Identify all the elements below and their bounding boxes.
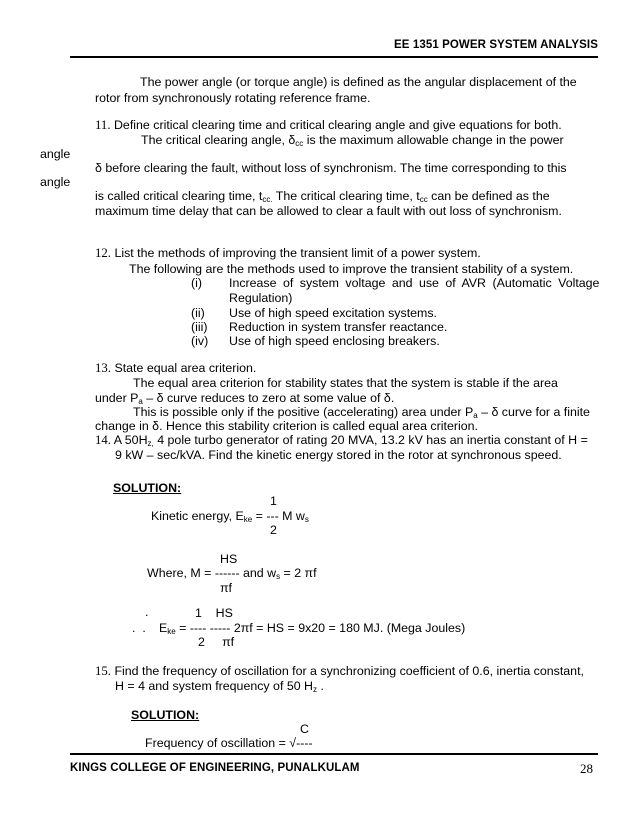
fraction-numerator: 1	[270, 494, 277, 508]
fraction-denominator: 2	[270, 523, 277, 537]
footer-rule	[70, 753, 598, 755]
solution-heading: SOLUTION:	[131, 708, 200, 722]
question-text: List the methods of improving the transient limit of a power system.	[114, 246, 481, 260]
header-rule	[70, 56, 598, 58]
energy-calculation: $E_{ke}$ = ---- ----- 2πf = HS = 9x20 = 180 MJ. (Mega Joules)	[159, 621, 466, 636]
q13-line-1: The equal area criterion for stability states that the system is stable if the area	[133, 376, 558, 390]
q13-line-2: under $P_a$ – δ curve reduces to zero at some value of δ.	[95, 391, 395, 406]
question-number: 14.	[95, 433, 111, 447]
q11-line-2: angle	[40, 147, 71, 161]
question-11	[95, 118, 562, 133]
fraction-numerator: 1 HS	[195, 606, 233, 620]
list-item: Use of high speed excitation systems.	[229, 306, 437, 320]
therefore-dots: . .	[132, 621, 146, 635]
list-item: Reduction in system transfer reactance.	[229, 320, 448, 334]
question-number: 13.	[95, 361, 111, 375]
question-12	[95, 246, 481, 261]
fraction-denominator: 2 πf	[198, 635, 235, 649]
list-marker: (i)	[191, 276, 203, 290]
therefore-dot: .	[145, 605, 149, 619]
list-marker: (iv)	[191, 334, 209, 348]
question-number: 15.	[95, 664, 111, 678]
question-15: 15. Find the frequency of oscillation for a synchronizing coefficient of 0.6, inertia constant,	[95, 664, 584, 678]
intro-line-1: The power angle (or torque angle) is defined as the angular displacement of the	[140, 75, 577, 89]
kinetic-energy-equation: Kinetic energy, $E_{ke}$ = --- M $w_s$	[151, 509, 309, 524]
inertia-equation: Where, M = ------ and $w_s = 2$ πf	[147, 566, 317, 581]
question-13	[95, 361, 256, 376]
question-number: 11.	[95, 118, 111, 132]
list-marker: (iii)	[191, 320, 208, 334]
footer-college: KINGS COLLEGE OF ENGINEERING, PUNALKULAM	[70, 762, 360, 774]
question-text: Define critical clearing time and critical clearing angle and give equations for both.	[113, 118, 562, 132]
q11-line-6: maximum time delay that can be allowed to clear a fault with out loss of synchronism.	[95, 204, 562, 218]
question-14: 14. A $50H_{z,}$ 4 pole turbo generator of rating 20 MVA, 13.2 kV has an inertia constant of H =	[95, 433, 588, 448]
list-item: Use of high speed enclosing breakers.	[229, 334, 440, 348]
q13-line-3: This is possible only if the positive (accelerating) area under $P_a$ – δ curve for a finite	[133, 405, 590, 420]
running-header: EE 1351 POWER SYSTEM ANALYSIS	[394, 39, 598, 51]
q11-line-3: δ before clearing the fault, without loss of synchronism. The time corresponding to this	[95, 161, 567, 175]
frequency-equation: Frequency of oscillation = √----	[145, 736, 313, 750]
q11-line-1: The critical clearing angle, $\delta_{cc}$ is the maximum allowable change in the power	[141, 133, 564, 148]
list-marker: (ii)	[191, 306, 205, 320]
solution-heading: SOLUTION:	[113, 481, 182, 495]
question-text: State equal area criterion.	[114, 361, 257, 375]
page-number: 28	[580, 761, 593, 776]
question-number: 12.	[95, 246, 111, 260]
q11-line-5: is called critical clearing time, $t_{cc.}$ The critical clearing time, $t_{cc}$ can be defined as the	[95, 189, 550, 204]
list-item-continuation: Regulation)	[229, 291, 293, 305]
q11-line-4: angle	[40, 175, 71, 189]
fraction-numerator: HS	[220, 552, 238, 566]
intro-line-2: rotor from synchronously rotating reference frame.	[95, 91, 371, 105]
fraction-denominator: πf	[220, 581, 232, 595]
q14-line-2: 9 kW – sec/kVA. Find the kinetic energy stored in the rotor at synchronous speed.	[115, 448, 562, 462]
q12-lead: The following are the methods used to improve the transient stability of a system.	[129, 262, 574, 276]
q13-line-4: change in δ. Hence this stability criterion is called equal area criterion.	[95, 419, 478, 433]
fraction-numerator: C	[300, 722, 309, 736]
q15-line-2: H = 4 and system frequency of 50 $H_z$ .	[115, 679, 324, 694]
list-item: Increase of system voltage and use of AVR (Automatic Voltage	[229, 276, 600, 290]
